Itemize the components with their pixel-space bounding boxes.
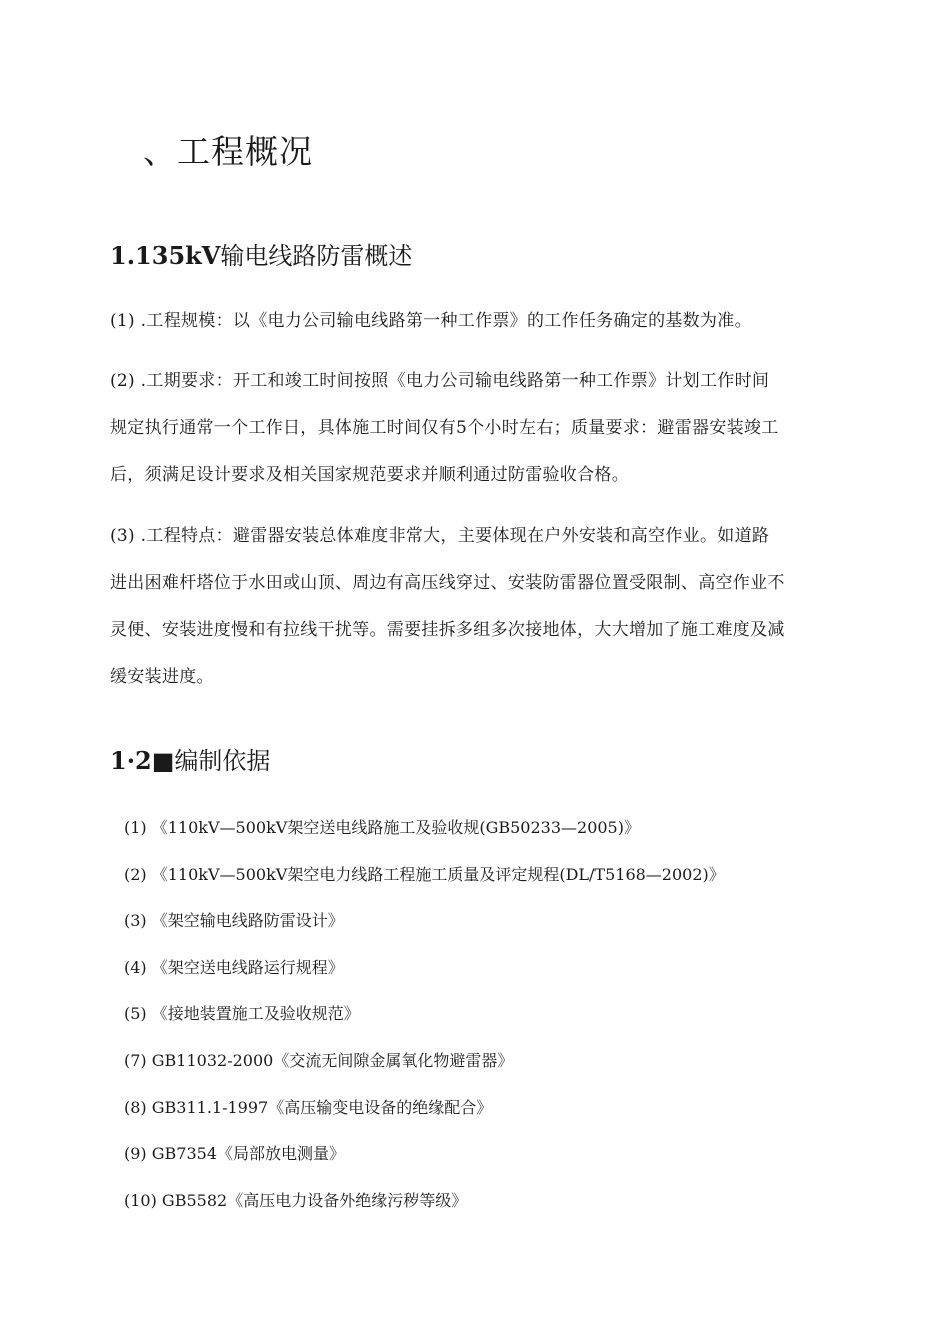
paragraph-features xyxy=(110,513,860,701)
reference-item: (9) GB7354《局部放电测量》 xyxy=(124,1144,346,1164)
reference-list xyxy=(124,805,725,1224)
section-title: 输电线路防雷概述 xyxy=(220,242,413,270)
paragraph-line: (2) .工期要求：开工和竣工时间按照《电力公司输电线路第一种工作票》计划工作时间 xyxy=(110,371,770,391)
section-number: 1.135kV xyxy=(110,241,221,270)
paragraph-line: (3) .工程特点：避雷器安装总体难度非常大，主要体现在户外安装和高空作业。如道路 xyxy=(110,526,770,546)
reference-item: (7) GB11032-2000《交流无间隙金属氧化物避雷器》 xyxy=(124,1050,514,1070)
paragraph-schedule xyxy=(110,358,860,499)
chapter-title: 、工程概况 xyxy=(143,132,313,171)
paragraph-line: (1) .工程规模：以《电力公司输电线路第一种工作票》的工作任务确定的基数为准。 xyxy=(110,311,752,331)
reference-item: (4) 《架空送电线路运行规程》 xyxy=(124,957,344,977)
paragraph-line: 灵便、安装进度慢和有拉线干扰等。需要挂拆多组多次接地体，大大增加了施工难度及减 xyxy=(110,620,785,640)
reference-item: (8) GB311.1-1997《高压输变电设备的绝缘配合》 xyxy=(124,1097,493,1117)
reference-item: (3) 《架空输电线路防雷设计》 xyxy=(124,911,344,931)
reference-item: (1) 《110kV—500kV架空送电线路施工及验收规(GB50233—2005)》 xyxy=(124,818,640,837)
paragraph-line: 缓安装进度。 xyxy=(110,667,214,687)
reference-item: (2) 《110kV—500kV架空电力线路工程施工质量及评定规程(DL/T5168—2002)》 xyxy=(124,864,725,884)
paragraph-line: 规定执行通常一个工作日，具体施工时间仅有5个小时左右；质量要求：避雷器安装竣工 xyxy=(110,418,779,438)
section-title: 编制依据 xyxy=(174,747,271,775)
paragraph-line: 后，须满足设计要求及相关国家规范要求并顺利通过防雷验收合格。 xyxy=(110,465,629,485)
section-heading-1-1 xyxy=(110,236,412,271)
reference-item: (10) GB5582《高压电力设备外绝缘污秽等级》 xyxy=(124,1190,468,1210)
paragraph-line: 进出困难杆塔位于水田或山顶、周边有高压线穿过、安装防雷器位置受限制、高空作业不 xyxy=(110,573,785,593)
reference-item: (5) 《接地装置施工及验收规范》 xyxy=(124,1004,360,1024)
section-number: 1·2■ xyxy=(110,746,175,775)
section-heading-1-2 xyxy=(110,741,270,776)
paragraph-scale xyxy=(110,298,860,345)
